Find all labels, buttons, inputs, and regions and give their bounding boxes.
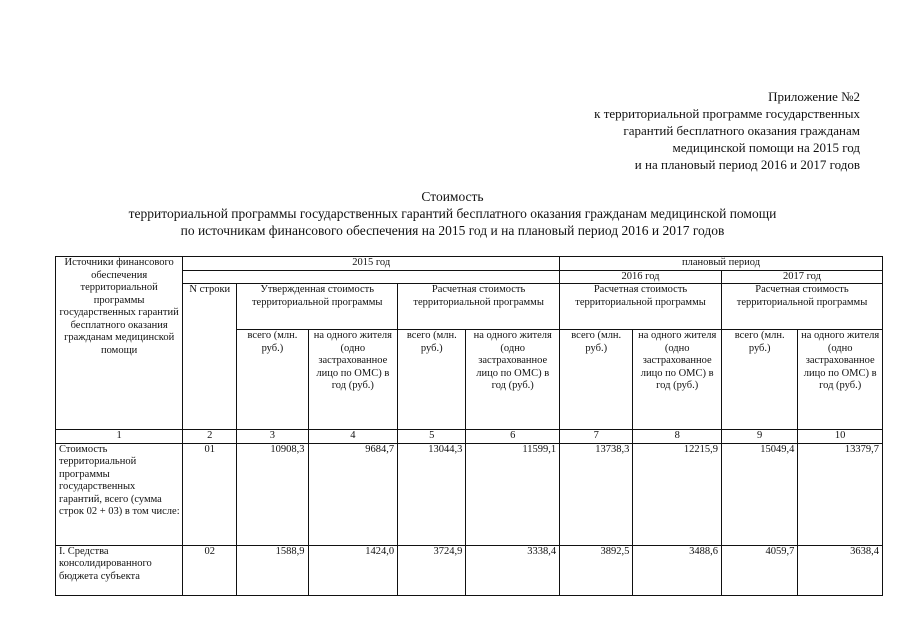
cell-value: 4059,7 <box>721 545 797 595</box>
header-source: Источники финансового обеспечения территориальной программы государственных гарантий бесплатного оказания гражданам медицинской помощи <box>56 257 183 430</box>
title-line: Стоимость <box>421 189 484 204</box>
appendix-line: и на плановый период 2016 и 2017 годов <box>634 157 860 172</box>
appendix-line: Приложение №2 <box>768 89 860 104</box>
column-number: 8 <box>633 430 722 444</box>
row-source-name: I. Средства консолидированного бюджета субъекта <box>56 545 183 595</box>
cell-value: 3892,5 <box>560 545 633 595</box>
appendix-line: медицинской помощи на 2015 год <box>672 140 860 155</box>
cost-table <box>55 256 883 596</box>
row-number: 02 <box>183 545 237 595</box>
header-calc-cost-2016: Расчетная стоимость территориальной программы <box>560 284 722 330</box>
column-number: 2 <box>183 430 237 444</box>
header-calc-cost-2017: Расчетная стоимость территориальной программы <box>721 284 882 330</box>
header-total-calc-2016: всего (млн. руб.) <box>560 330 633 430</box>
cell-value: 15049,4 <box>721 443 797 545</box>
appendix-line: к территориальной программе государственных <box>594 106 860 121</box>
cell-value: 10908,3 <box>237 443 308 545</box>
header-year-2015: 2015 год <box>183 257 560 271</box>
cell-value: 13379,7 <box>798 443 883 545</box>
title-line: по источникам финансового обеспечения на 2015 год и на плановый период 2016 и 2017 годов <box>180 223 725 238</box>
header-row-no: N строки <box>183 284 237 430</box>
cell-value: 3338,4 <box>466 545 560 595</box>
column-number: 3 <box>237 430 308 444</box>
column-number: 1 <box>56 430 183 444</box>
header-planned-period: плановый период <box>560 257 883 271</box>
header-per-capita-approved: на одного жителя (одно застрахованное лицо по ОМС) в год (руб.) <box>308 330 398 430</box>
column-number-row <box>56 430 883 444</box>
cell-value: 1588,9 <box>237 545 308 595</box>
header-calc-cost-2015: Расчетная стоимость территориальной программы <box>398 284 560 330</box>
table-row <box>56 443 883 545</box>
cell-value: 1424,0 <box>308 545 398 595</box>
cell-value: 12215,9 <box>633 443 722 545</box>
table-row <box>56 545 883 595</box>
column-number: 4 <box>308 430 398 444</box>
column-number: 10 <box>798 430 883 444</box>
header-year-2016: 2016 год <box>560 270 722 284</box>
column-number: 7 <box>560 430 633 444</box>
cell-value: 13044,3 <box>398 443 466 545</box>
header-per-capita-calc-2016: на одного жителя (одно застрахованное лицо по ОМС) в год (руб.) <box>633 330 722 430</box>
cell-value: 9684,7 <box>308 443 398 545</box>
header-spacer <box>183 270 560 284</box>
header-year-2017: 2017 год <box>721 270 882 284</box>
cell-value: 3724,9 <box>398 545 466 595</box>
row-source-name: Стоимость территориальной программы государственных гарантий, всего (сумма строк 02 + 03) в том числе: <box>56 443 183 545</box>
cell-value: 3488,6 <box>633 545 722 595</box>
header-total-approved: всего (млн. руб.) <box>237 330 308 430</box>
row-number: 01 <box>183 443 237 545</box>
column-number: 5 <box>398 430 466 444</box>
column-number: 6 <box>466 430 560 444</box>
title-line: территориальной программы государственных гарантий бесплатного оказания гражданам медицинской помощи <box>128 206 777 221</box>
header-total-calc-2017: всего (млн. руб.) <box>721 330 797 430</box>
header-total-calc-2015: всего (млн. руб.) <box>398 330 466 430</box>
cell-value: 3638,4 <box>798 545 883 595</box>
header-per-capita-calc-2015: на одного жителя (одно застрахованное лицо по ОМС) в год (руб.) <box>466 330 560 430</box>
header-approved-cost: Утвержденная стоимость территориальной программы <box>237 284 398 330</box>
column-number: 9 <box>721 430 797 444</box>
appendix-line: гарантий бесплатного оказания гражданам <box>623 123 860 138</box>
cell-value: 13738,3 <box>560 443 633 545</box>
header-per-capita-calc-2017: на одного жителя (одно застрахованное лицо по ОМС) в год (руб.) <box>798 330 883 430</box>
cell-value: 11599,1 <box>466 443 560 545</box>
